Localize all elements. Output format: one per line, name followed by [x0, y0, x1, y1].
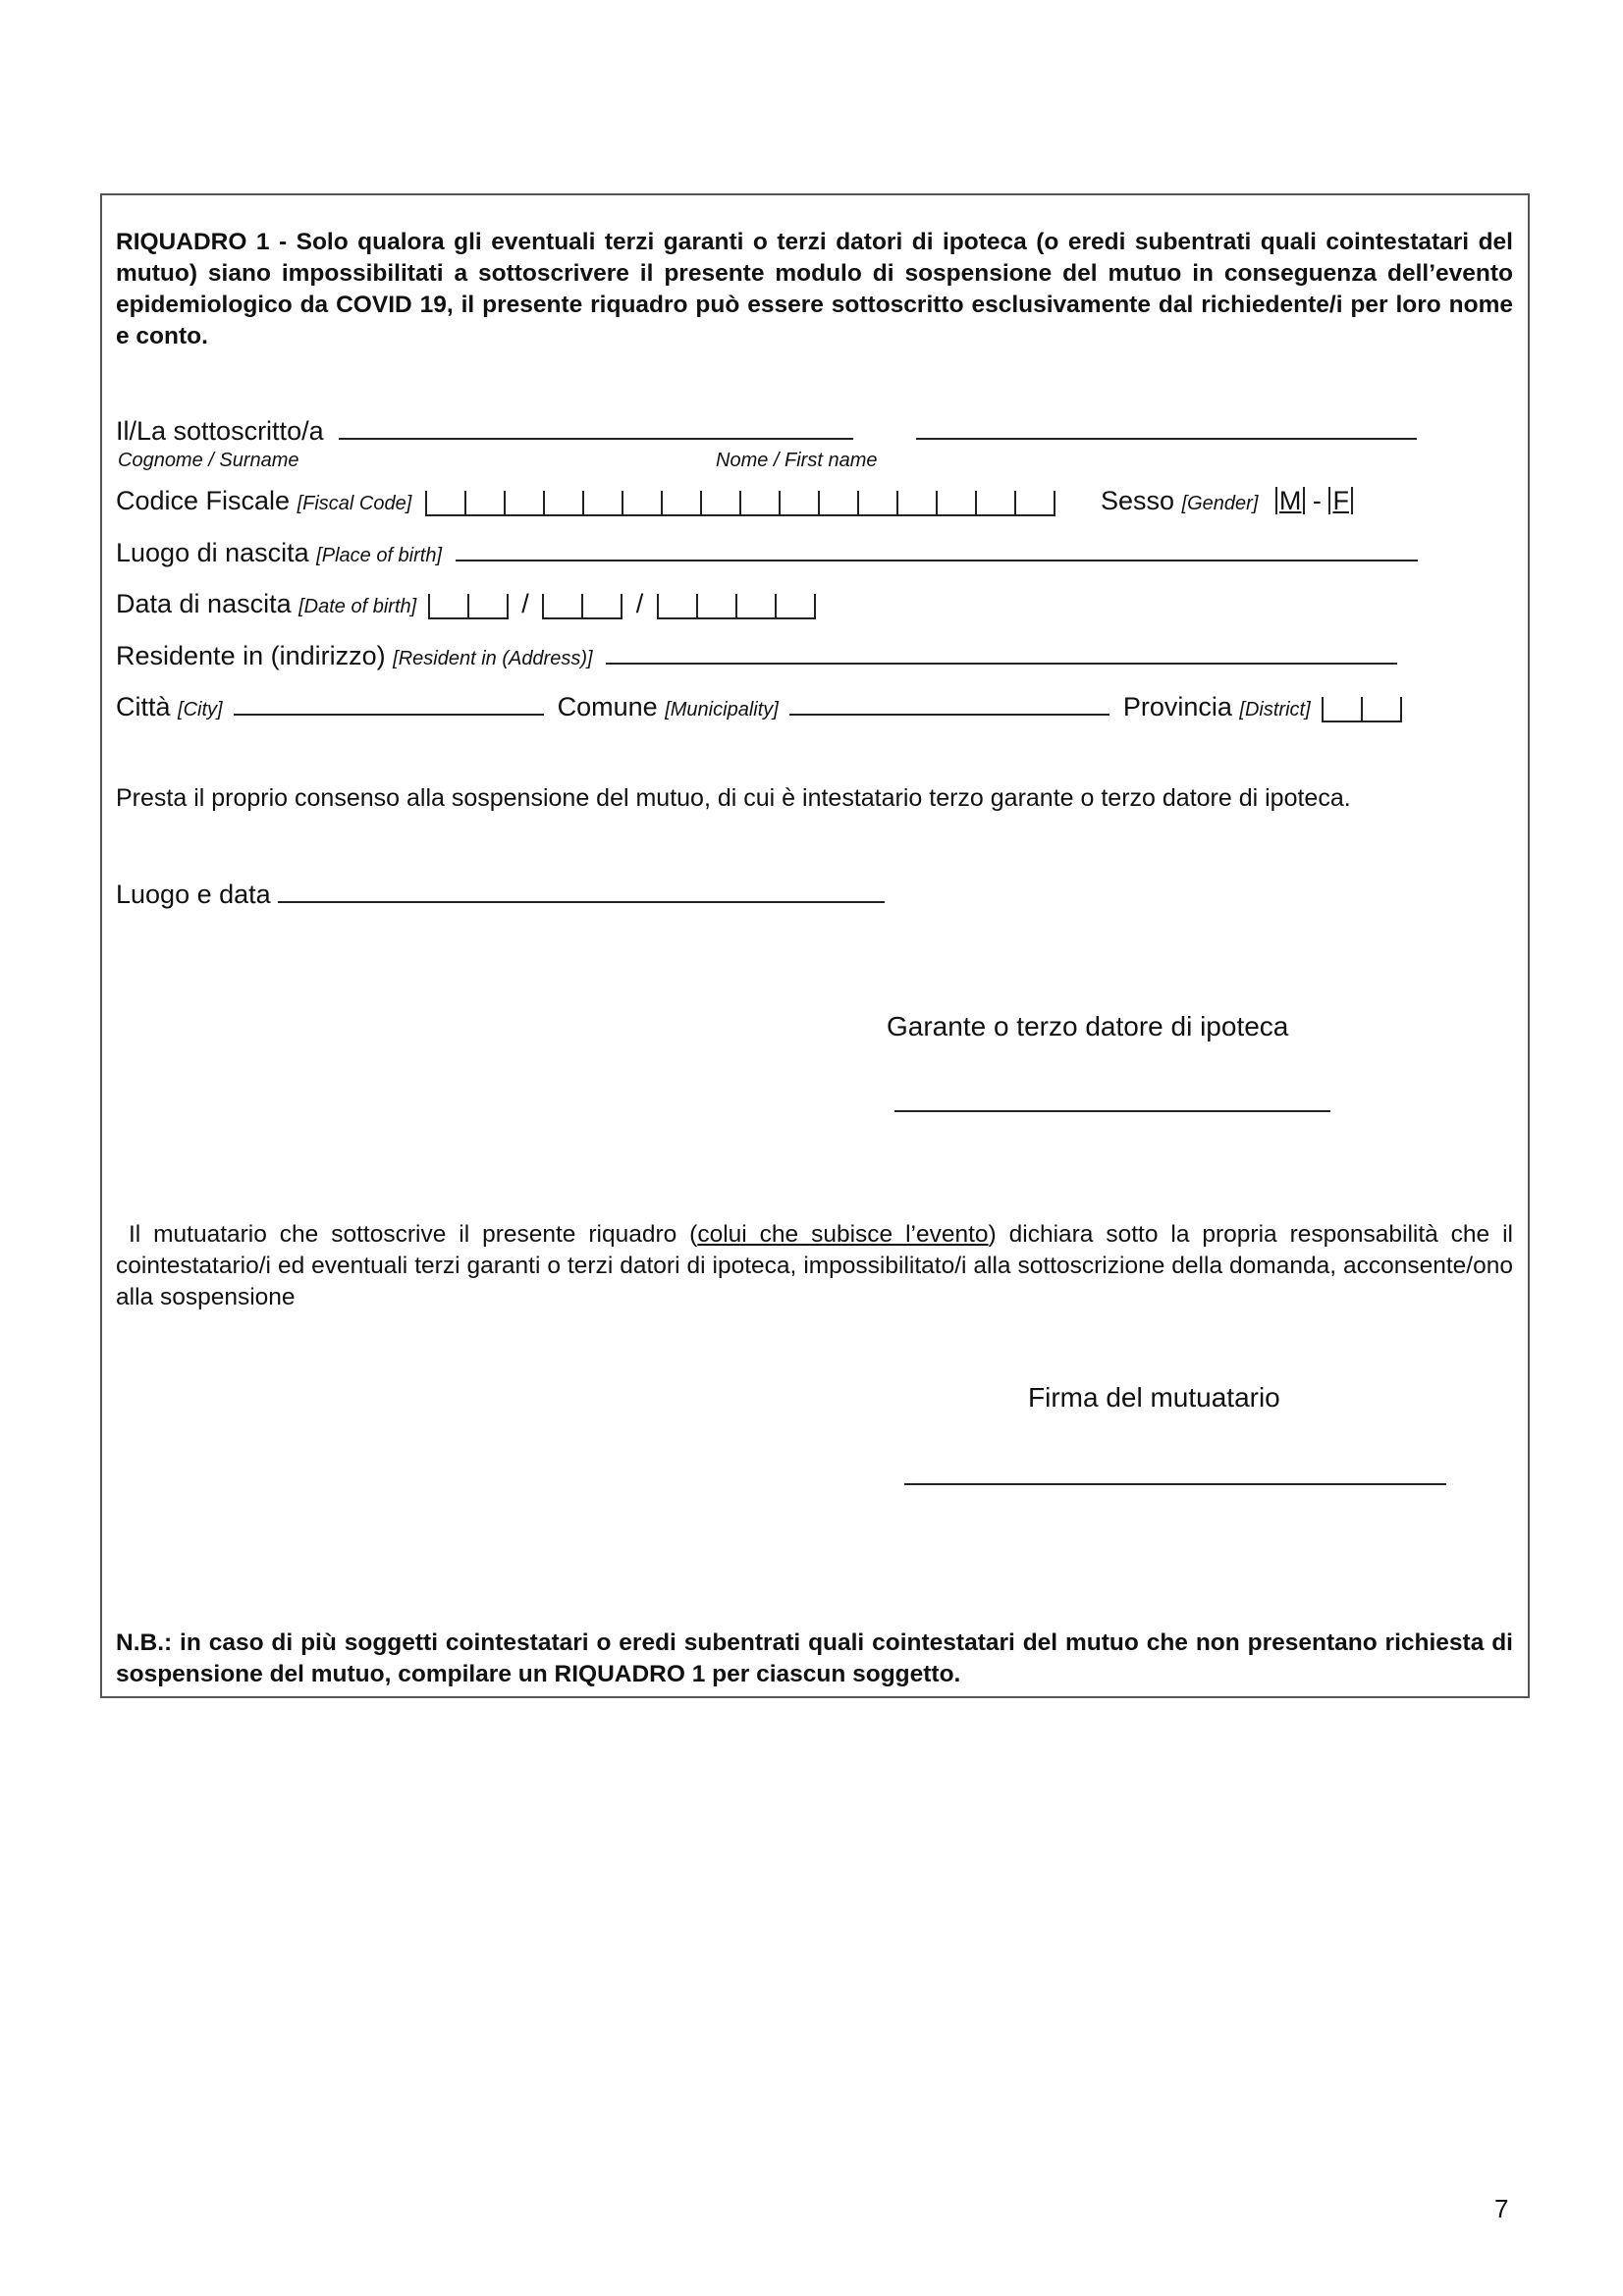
municipality-hint: [Municipality] [665, 699, 779, 721]
surname-line[interactable] [339, 437, 853, 440]
birth-year-cells[interactable] [657, 594, 816, 619]
birth-place-row [116, 538, 1418, 568]
birth-place-hint: [Place of birth] [316, 545, 443, 566]
firstname-line[interactable] [916, 437, 1417, 440]
gender-label: Sesso [1101, 486, 1175, 515]
gender-male-box[interactable]: M [1275, 487, 1306, 514]
district-cells[interactable] [1322, 697, 1402, 722]
birth-place-line[interactable] [456, 559, 1418, 561]
address-line[interactable] [606, 662, 1397, 665]
page-number: 7 [1494, 2194, 1509, 2223]
birth-month-cells[interactable] [542, 594, 622, 619]
city-line[interactable] [234, 713, 544, 716]
birth-day-cells[interactable] [428, 594, 509, 619]
guarantor-signature-line[interactable] [894, 1110, 1330, 1112]
fiscal-code-label: Codice Fiscale [116, 486, 291, 515]
borrower-declaration [116, 1219, 1513, 1313]
address-label: Residente in (indirizzo) [116, 641, 386, 670]
gender-hint: [Gender] [1181, 493, 1259, 514]
declaration-before: Il mutuatario che sottoscrive il presente riquadro ( [128, 1221, 698, 1248]
place-date-line[interactable] [278, 900, 885, 903]
municipality-line[interactable] [789, 713, 1109, 716]
gender-row [1101, 486, 1353, 516]
date-separator-2: / [635, 589, 644, 618]
borrower-signature-line[interactable] [904, 1483, 1446, 1485]
place-date-row [116, 880, 885, 910]
birth-date-hint: [Date of birth] [298, 596, 417, 617]
city-label: Città [116, 692, 171, 721]
borrower-signature-label: Firma del mutuatario [1028, 1382, 1280, 1413]
gender-female-box[interactable]: F [1328, 487, 1353, 514]
undersigned-label: Il/La sottoscritto/a [116, 416, 324, 446]
declaration-underlined: colui che subisce l’evento [697, 1221, 989, 1248]
fiscal-code-hint: [Fiscal Code] [297, 493, 412, 514]
district-label: Provincia [1122, 692, 1232, 721]
city-hint: [City] [178, 699, 223, 721]
place-date-label: Luogo e data [116, 880, 271, 909]
district-hint: [District] [1239, 699, 1311, 721]
date-separator-1: / [521, 589, 529, 618]
municipality-label: Comune [557, 692, 658, 721]
declaration-after: ) dichiara sotto la propria responsabilità che il cointestatario/i ed eventuali terzi garanti o terzi datori di ipoteca, impossibilitato/i alla sottoscrizione della domanda, acconsente/ono alla sospensione [116, 1221, 1514, 1310]
address-row [116, 641, 1397, 671]
address-hint: [Resident in (Address)] [393, 648, 593, 669]
undersigned-row [116, 416, 1417, 447]
birth-date-label: Data di nascita [116, 589, 292, 618]
birth-place-label: Luogo di nascita [116, 538, 309, 567]
gender-separator: - [1312, 486, 1322, 515]
birth-date-row [116, 589, 816, 619]
firstname-caption: Nome / First name [716, 450, 878, 471]
nb-note: N.B.: in caso di più soggetti cointestatari o eredi subentrati quali cointestatari del mutuo che non presentano richiesta di sospensione del mutuo, compilare un RIQUADRO 1 per ciascun soggetto. [116, 1629, 1513, 1687]
guarantor-signature-label: Garante o terzo datore di ipoteca [887, 1011, 1289, 1041]
surname-caption: Cognome / Surname [118, 450, 299, 471]
fiscal-code-cells[interactable] [425, 491, 1055, 516]
box-title: RIQUADRO 1 - Solo qualora gli eventuali terzi garanti o terzi datori di ipoteca (o eredi subentrati quali cointestatari del mutuo) siano impossibilitati a sottoscrivere il presente modulo di sospensione del mutuo in conseguenza dell’evento epidemiologico da COVID 19, il presente riquadro può essere sottoscritto esclusivamente dal richiedente/i per loro nome e conto. [116, 229, 1513, 349]
consent-text: Presta il proprio consenso alla sospensione del mutuo, di cui è intestatario terzo garante o terzo datore di ipoteca. [116, 784, 1351, 812]
city-row [116, 692, 1402, 722]
fiscal-code-row [116, 486, 1055, 516]
